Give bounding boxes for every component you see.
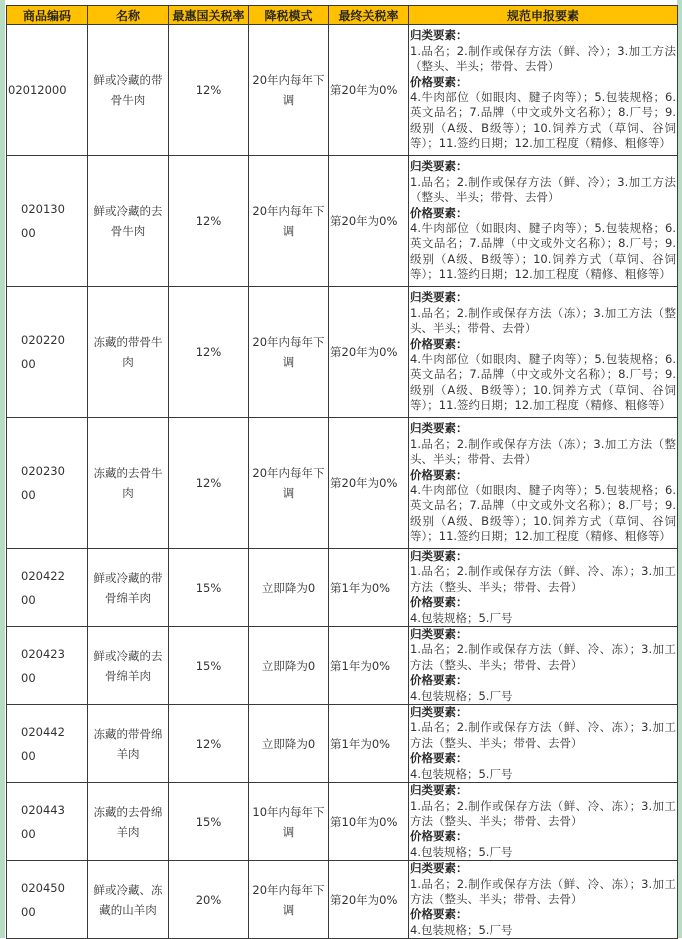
table-row [7,418,678,549]
table-row [7,25,678,156]
cell-name: 冻藏的带骨牛肉 [88,287,169,418]
code-part-a: 020130 [21,202,65,216]
cell-declaration-elements [409,861,678,939]
table-row [7,861,678,939]
cell-reduction-mode: 20年内每年下调 [249,861,329,939]
table-row [7,627,678,705]
cell-name: 鲜或冷藏的去骨绵羊肉 [88,627,169,705]
code-part-b: 00 [21,826,36,841]
cell-mfn-rate: 12% [169,156,249,287]
classification-text: 1.品名；2.制作或保存方法（鲜、冷）；3.加工方法（整头、半头；带骨、去骨） [410,43,676,74]
cell-name: 鲜或冷藏的带骨绵羊肉 [88,549,169,627]
header-name: 名称 [88,6,169,25]
cell-mfn-rate: 20% [169,861,249,939]
cell-code [7,783,88,861]
cell-reduction-mode: 立即降为0 [249,549,329,627]
cell-mfn-rate: 12% [169,25,249,156]
code-part-a: 020220 [21,333,65,347]
cell-final-rate: 第1年为0% [329,705,409,783]
price-label: 价格要素： [410,336,468,351]
cell-name: 冻藏的去骨绵羊肉 [88,783,169,861]
left-border-strip [0,0,5,938]
cell-code [7,705,88,783]
code-part-b: 00 [21,904,36,919]
cell-mfn-rate: 12% [169,418,249,549]
header-mfn-rate: 最惠国关税率 [169,6,249,25]
cell-final-rate: 第20年为0% [329,418,409,549]
cell-declaration-elements [409,627,678,705]
price-text: 4.包装规格；5.厂号 [410,844,513,859]
classification-text: 1.品名；2.制作或保存方法（冻）；3.加工方法（整头、半头；带骨、去骨） [410,305,676,336]
cell-mfn-rate: 12% [169,705,249,783]
header-declaration-elements: 规范申报要素 [409,6,678,25]
cell-final-rate: 第20年为0% [329,287,409,418]
classification-text: 1.品名；2.制作或保存方法（鲜、冷、冻）；3.加工方法（整头、半头；带骨、去骨） [410,642,676,672]
cell-code [7,549,88,627]
code-part-b: 00 [21,670,36,685]
cell-code [7,861,88,939]
cell-final-rate: 第20年为0% [329,156,409,287]
cell-name: 冻藏的去骨牛肉 [88,418,169,549]
price-label: 价格要素： [410,467,468,482]
cell-reduction-mode: 20年内每年下调 [249,156,329,287]
cell-final-rate: 第20年为0% [329,861,409,939]
cell-code [7,25,88,156]
price-label: 价格要素： [410,595,468,610]
code-part-b: 00 [21,488,36,502]
price-label: 价格要素： [410,205,468,220]
cell-final-rate: 第20年为0% [329,25,409,156]
cell-reduction-mode: 20年内每年下调 [249,25,329,156]
cell-reduction-mode: 立即降为0 [249,627,329,705]
cell-final-rate: 第1年为0% [329,627,409,705]
cell-reduction-mode: 立即降为0 [249,705,329,783]
price-label: 价格要素： [410,907,468,922]
price-label: 价格要素： [410,74,468,89]
cell-declaration-elements [409,549,678,627]
code-part-a: 02012000 [8,83,67,97]
cell-code [7,287,88,418]
cell-name: 鲜或冷藏的去骨牛肉 [88,156,169,287]
classification-label: 归类要素： [410,549,468,563]
header-code: 商品编码 [7,6,88,25]
cell-mfn-rate: 15% [169,783,249,861]
table-row [7,287,678,418]
code-part-b: 00 [21,748,36,763]
table-row [7,549,678,627]
classification-text: 1.品名；2.制作或保存方法（鲜、冷、冻）；3.加工方法（整头、半头；带骨、去骨） [410,876,676,906]
price-text: 4.牛肉部位（如眼肉、腱子肉等）；5.包装规格；6.英文品名；7.品牌（中文或外文名称）；8.厂号；9.级别（A级、B级等）；10.饲养方式（草饲、谷饲等）；11.签约日期；12.加工程度（精修、粗修等） [410,483,676,544]
classification-label: 归类要素： [410,705,468,720]
cell-reduction-mode: 20年内每年下调 [249,418,329,549]
cell-name: 鲜或冷藏的带骨牛肉 [88,25,169,156]
price-text: 4.包装规格；5.厂号 [410,688,513,703]
table-row [7,783,678,861]
cell-declaration-elements [409,783,678,861]
cell-code [7,627,88,705]
price-text: 4.包装规格；5.厂号 [410,922,513,937]
price-label: 价格要素： [410,751,468,766]
code-part-a: 020422 [21,568,65,583]
table-row [7,156,678,287]
cell-reduction-mode: 20年内每年下调 [249,287,329,418]
code-part-b: 00 [21,226,36,240]
classification-label: 归类要素： [410,627,468,642]
cell-declaration-elements [409,25,678,156]
code-part-a: 020450 [21,880,65,895]
classification-text: 1.品名；2.制作或保存方法（冻）；3.加工方法（整头、半头；带骨、去骨） [410,436,676,467]
code-part-a: 020443 [21,802,65,817]
cell-reduction-mode: 10年内每年下调 [249,783,329,861]
code-part-a: 020230 [21,464,65,478]
classification-text: 1.品名；2.制作或保存方法（鲜、冷、冻）；3.加工方法（整头、半头；带骨、去骨） [410,564,676,594]
cell-declaration-elements [409,705,678,783]
classification-label: 归类要素： [410,28,468,43]
header-reduction-mode: 降税模式 [249,6,329,25]
price-text: 4.牛肉部位（如眼肉、腱子肉等）；5.包装规格；6.英文品名；7.品牌（中文或外文名称）；8.厂号；9.级别（A级、B级等）；10.饲养方式（草饲、谷饲等）；11.签约日期；12.加工程度（精修、粗修等） [410,352,676,413]
cell-declaration-elements [409,156,678,287]
cell-mfn-rate: 15% [169,627,249,705]
code-part-a: 020423 [21,646,65,661]
cell-name: 鲜或冷藏、冻藏的山羊肉 [88,861,169,939]
price-text: 4.包装规格；5.厂号 [410,610,513,625]
cell-code [7,156,88,287]
classification-label: 归类要素： [410,783,468,798]
code-part-b: 00 [21,592,36,607]
classification-text: 1.品名；2.制作或保存方法（鲜、冷、冻）；3.加工方法（整头、半头；带骨、去骨） [410,720,676,750]
classification-label: 归类要素： [410,421,468,436]
cell-declaration-elements [409,418,678,549]
cell-mfn-rate: 12% [169,287,249,418]
tariff-table [6,5,678,939]
table-header-row [7,6,678,25]
classification-label: 归类要素： [410,290,468,305]
header-final-rate: 最终关税率 [329,6,409,25]
cell-final-rate: 第1年为0% [329,549,409,627]
price-label: 价格要素： [410,829,468,844]
price-label: 价格要素： [410,673,468,688]
code-part-b: 00 [21,357,36,371]
classification-label: 归类要素： [410,861,468,876]
cell-mfn-rate: 15% [169,549,249,627]
classification-text: 1.品名；2.制作或保存方法（鲜、冷、冻）；3.加工方法（整头、半头；带骨、去骨） [410,798,676,828]
price-text: 4.牛肉部位（如眼肉、腱子肉等）；5.包装规格；6.英文品名；7.品牌（中文或外文名称）；8.厂号；9.级别（A级、B级等）；10.饲养方式（草饲、谷饲等）；11.签约日期；12.加工程度（精修、粗修等） [410,90,676,151]
table-row [7,705,678,783]
classification-label: 归类要素： [410,159,468,174]
price-text: 4.包装规格；5.厂号 [410,766,513,781]
cell-final-rate: 第10年为0% [329,783,409,861]
cell-code [7,418,88,549]
classification-text: 1.品名；2.制作或保存方法（鲜、冷）；3.加工方法（整头、半头；带骨、去骨） [410,174,676,205]
price-text: 4.牛肉部位（如眼肉、腱子肉等）；5.包装规格；6.英文品名；7.品牌（中文或外文名称）；8.厂号；9.级别（A级、B级等）；10.饲养方式（草饲、谷饲等）；11.签约日期；12.加工程度（精修、粗修等） [410,221,676,282]
code-part-a: 020442 [21,724,65,739]
cell-name: 冻藏的带骨绵羊肉 [88,705,169,783]
cell-declaration-elements [409,287,678,418]
